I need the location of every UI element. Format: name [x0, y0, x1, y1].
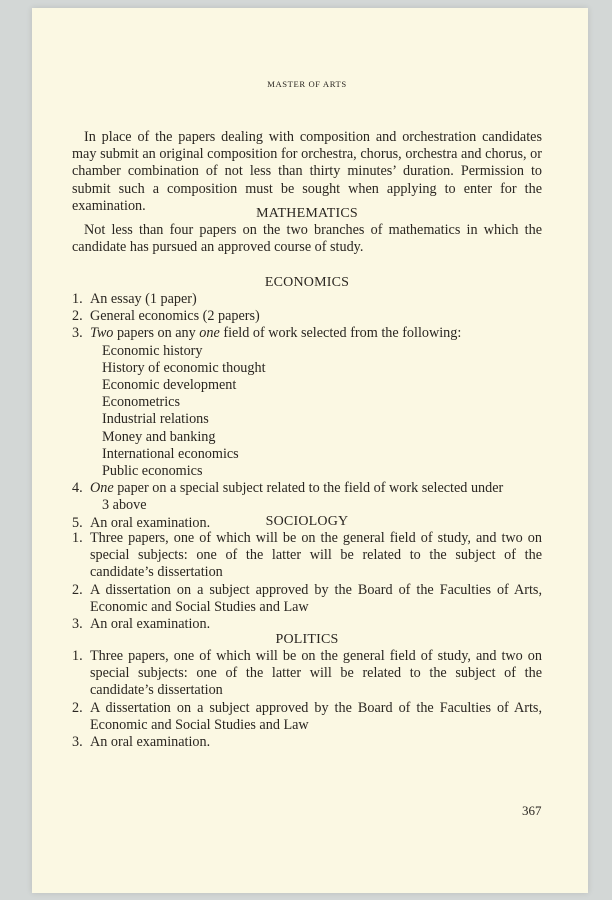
field-item: Econometrics [102, 394, 181, 411]
field-item: Public economics [102, 463, 203, 480]
politics-item [72, 700, 542, 734]
heading-mathematics: MATHEMATICS [256, 206, 358, 221]
politics-list [72, 648, 542, 751]
field-item: History of economic thought [102, 359, 266, 376]
item-text: An oral examination. [90, 734, 211, 751]
item-number: 1. [72, 291, 83, 307]
page-number: 367 [522, 803, 542, 818]
item-number: 3. [72, 734, 83, 751]
fields-list [90, 343, 542, 481]
item-emphasis: Two [90, 325, 114, 342]
item-number: 1. [72, 648, 83, 664]
item-number: 4. [72, 480, 83, 497]
item-text: General economics (2 papers) [90, 308, 260, 325]
item-text: An oral examination. [90, 514, 211, 531]
politics-item [72, 734, 542, 751]
field-item: Money and banking [102, 428, 216, 445]
item-number: 1. [72, 530, 83, 546]
heading-politics: POLITICS [275, 632, 339, 647]
field-item: Industrial relations [102, 411, 209, 428]
mathematics-text: Not less than four papers on the two branches of mathematics in which the candidate has pursued an approved course of study. [72, 222, 542, 256]
economics-item [72, 480, 542, 514]
item-continuation: 3 above [102, 497, 147, 514]
economics-item [72, 308, 542, 325]
item-number: 2. [72, 308, 83, 325]
item-text: field of work selected from the following: [219, 325, 462, 342]
heading-sociology: SOCIOLOGY [265, 514, 349, 529]
field-item: International economics [102, 445, 239, 462]
sociology-list [72, 530, 542, 633]
item-text: A dissertation on a subject approved by the Board of the Faculties of Arts, Economic and Social Studies and Law [90, 699, 542, 733]
item-emphasis: One [90, 480, 114, 497]
item-text: A dissertation on a subject approved by the Board of the Faculties of Arts, Economic and Social Studies and Law [90, 581, 542, 615]
politics-item [72, 648, 542, 700]
item-emphasis: one [199, 325, 220, 342]
field-item: Economic history [102, 342, 203, 359]
item-text: papers on any [113, 325, 200, 342]
item-text: An oral examination. [90, 616, 211, 633]
field-item: Economic development [102, 377, 237, 394]
item-number: 3. [72, 325, 83, 342]
heading-economics: ECONOMICS [264, 275, 350, 290]
running-head: MASTER OF ARTS [267, 79, 347, 89]
book-page [32, 8, 588, 893]
economics-list [72, 291, 542, 532]
item-text: Three papers, one of which will be on the general field of study, and two on special subjects: one of the latter will be related to the subject of the candidate’s dissertation [90, 648, 542, 699]
economics-item [72, 325, 542, 480]
item-number: 2. [72, 699, 83, 716]
item-text: Three papers, one of which will be on the general field of study, and two on special subjects: one of the latter will be related to the subject of the candidate’s dissertation [90, 530, 542, 581]
item-number: 2. [72, 581, 83, 598]
item-text: An essay (1 paper) [90, 291, 197, 307]
economics-item [72, 291, 542, 308]
item-number: 5. [72, 514, 83, 531]
item-number: 3. [72, 616, 83, 633]
sociology-item [72, 530, 542, 582]
sociology-item [72, 582, 542, 616]
item-text: paper on a special subject related to the field of work selected under [113, 480, 504, 497]
intro-paragraph: In place of the papers dealing with composition and orchestration candidates may submit an original composition for orchestra, chorus, orchestra and chorus, or chamber combination of not less than thirty minutes’ duration. Permission to submit such a composition must be sought when applying to enter for the examination. [72, 129, 542, 214]
